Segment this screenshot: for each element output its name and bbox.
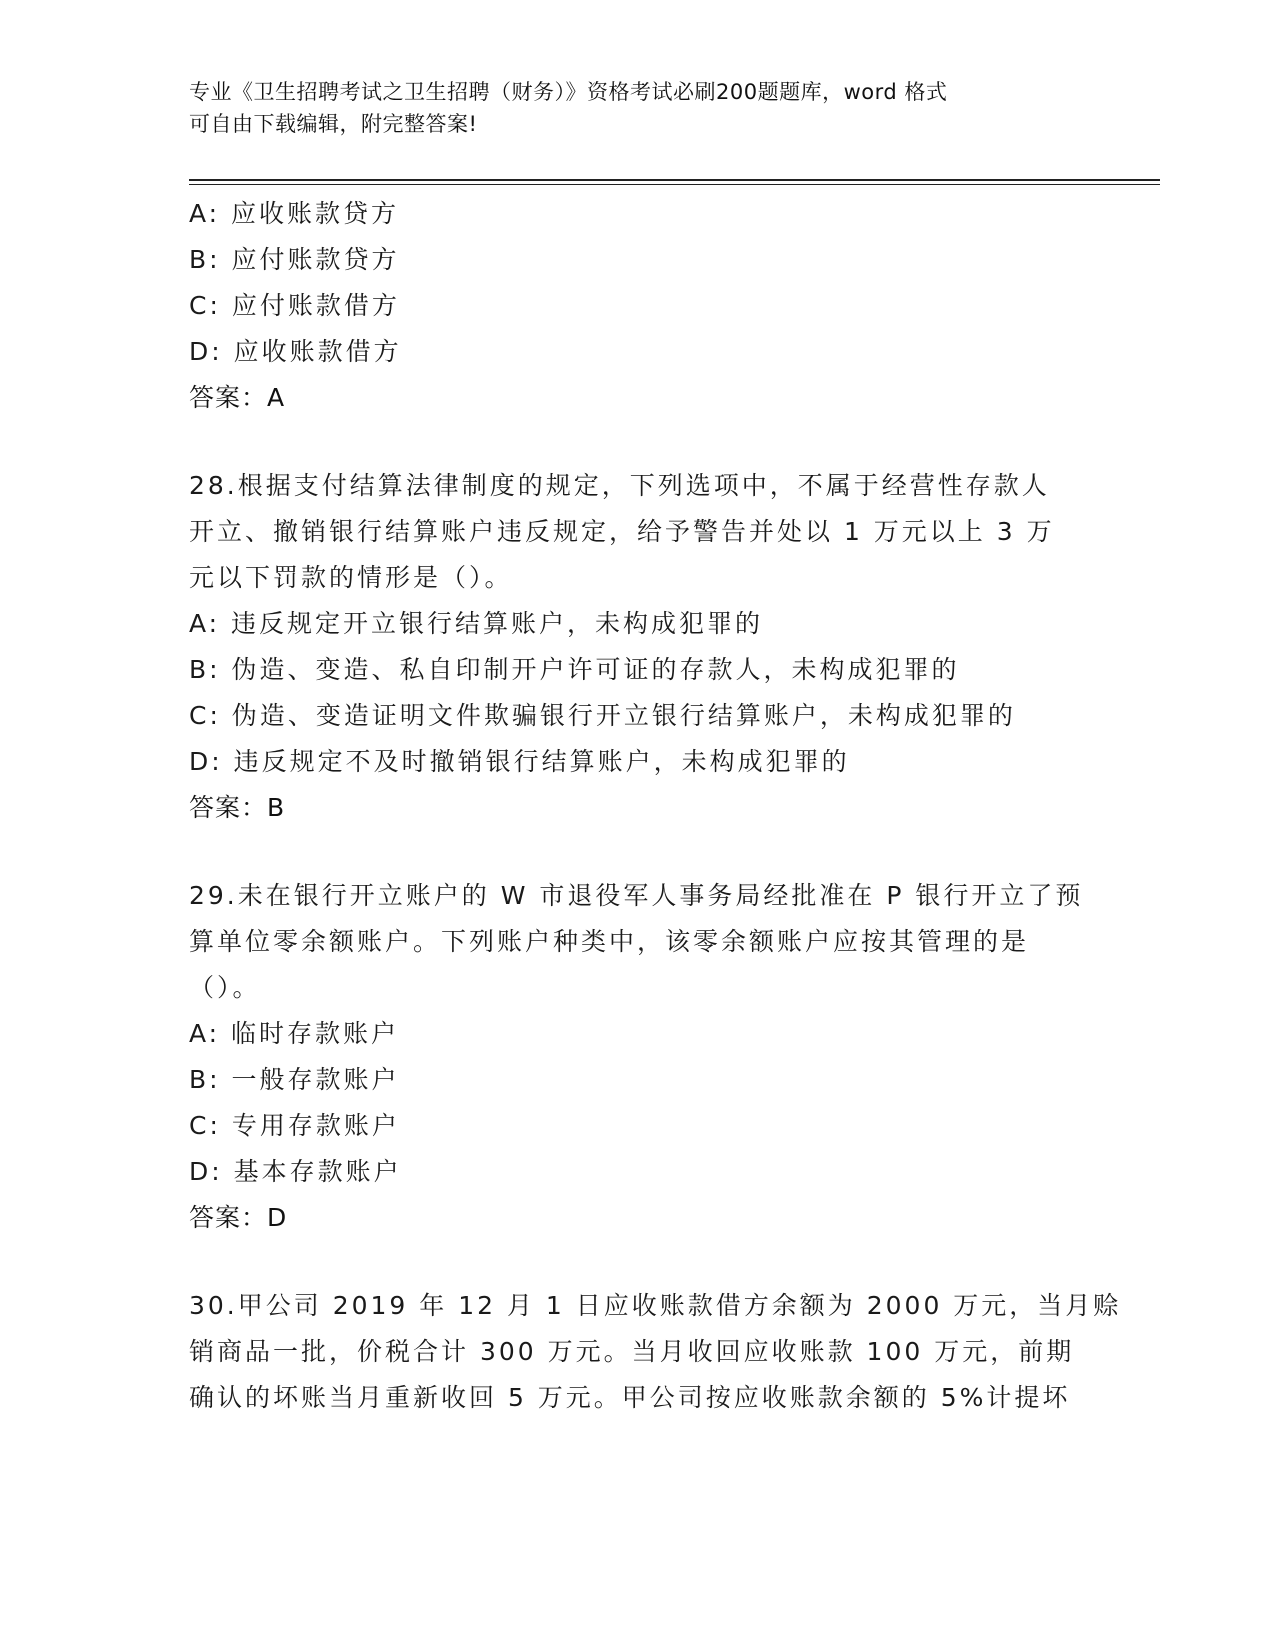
question-text-line: 确认的坏账当月重新收回 5 万元。甲公司按应收账款余额的 5%计提坏 <box>189 1383 1071 1412</box>
document-body <box>189 191 1122 1421</box>
question-text-line: 元以下罚款的情形是（）。 <box>189 563 513 592</box>
question-29 <box>189 873 1089 1241</box>
question-text-line: 28.根据支付结算法律制度的规定，下列选项中，不属于经营性存款人 <box>189 471 1050 500</box>
header-divider <box>189 179 1160 185</box>
option-a: A: 应收账款贷方 <box>189 199 400 228</box>
header-title-line-1: 专业《卫生招聘考试之卫生招聘（财务）》资格考试必刷200题题库，word 格式 <box>189 80 948 104</box>
option-d: D: 基本存款账户 <box>189 1157 402 1186</box>
document-header <box>189 76 1089 140</box>
question-text-line: 29.未在银行开立账户的 W 市退役军人事务局经批准在 P 银行开立了预 <box>189 881 1084 910</box>
answer-line: 答案：A <box>189 383 286 412</box>
question-27 <box>189 191 1089 421</box>
question-text-line: 30.甲公司 2019 年 12 月 1 日应收账款借方余额为 2000 万元，当月赊 <box>189 1291 1122 1320</box>
option-b: B: 伪造、变造、私自印制开户许可证的存款人，未构成犯罪的 <box>189 655 960 684</box>
option-d: D: 应收账款借方 <box>189 337 402 366</box>
option-b: B: 一般存款账户 <box>189 1065 400 1094</box>
question-28 <box>189 463 1089 831</box>
question-text-line: 算单位零余额账户。下列账户种类中，该零余额账户应按其管理的是 <box>189 927 1030 956</box>
spacer <box>189 831 1089 873</box>
question-text-line: （）。 <box>189 973 261 1002</box>
answer-line: 答案：D <box>189 1203 288 1232</box>
option-a: A: 违反规定开立银行结算账户，未构成犯罪的 <box>189 609 764 638</box>
answer-line: 答案：B <box>189 793 286 822</box>
header-title-line-2: 可自由下载编辑，附完整答案! <box>189 112 478 136</box>
spacer <box>189 421 1089 463</box>
question-text-line: 销商品一批，价税合计 300 万元。当月收回应收账款 100 万元，前期 <box>189 1337 1075 1366</box>
option-c: C: 专用存款账户 <box>189 1111 400 1140</box>
question-30 <box>189 1283 1122 1421</box>
option-c: C: 应付账款借方 <box>189 291 400 320</box>
option-c: C: 伪造、变造证明文件欺骗银行开立银行结算账户，未构成犯罪的 <box>189 701 1016 730</box>
option-b: B: 应付账款贷方 <box>189 245 400 274</box>
question-text-line: 开立、撤销银行结算账户违反规定，给予警告并处以 1 万元以上 3 万 <box>189 517 1055 546</box>
option-a: A: 临时存款账户 <box>189 1019 400 1048</box>
spacer <box>189 1241 1089 1283</box>
option-d: D: 违反规定不及时撤销银行结算账户，未构成犯罪的 <box>189 747 850 776</box>
